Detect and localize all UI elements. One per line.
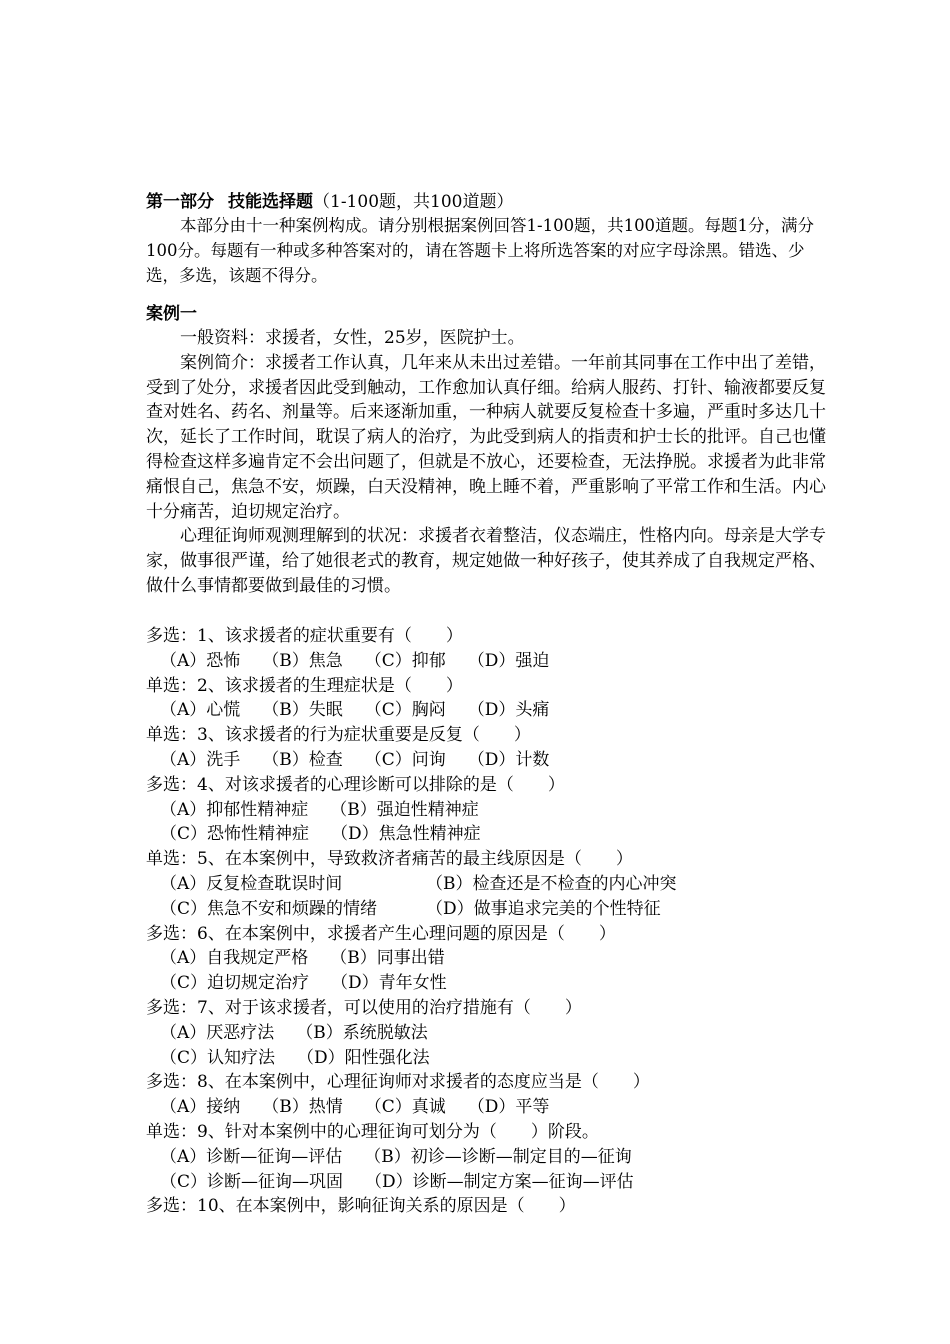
option-row [146, 748, 826, 773]
part-title: 技能选择题 [228, 192, 313, 212]
answer-option: （B）系统脱敏法 [296, 1022, 428, 1043]
option-row [146, 872, 826, 897]
answer-option: （D）强迫 [467, 650, 550, 671]
answer-option: （D）头痛 [467, 700, 550, 721]
answer-option: （B）检查还是不检查的内心冲突 [426, 873, 677, 894]
question-stem: 多选：7、对于该求援者，可以使用的治疗措施有（ ） [146, 997, 582, 1018]
question-stem: 单选：5、在本案例中，导致救济者痛苦的最主线原因是（ ） [146, 849, 633, 870]
option-row [146, 1046, 826, 1071]
option-row [146, 1095, 826, 1120]
answer-option: （D）做事追求完美的个性特征 [426, 898, 661, 919]
option-row [146, 649, 826, 674]
question-stem: 单选：9、针对本案例中的心理征询可划分为（ ）阶段。 [146, 1121, 599, 1142]
answer-option: （B）失眠 [262, 700, 343, 721]
answer-option: （B）同事出错 [330, 948, 445, 969]
answer-option: （A）诊断—征询—评估 [160, 1146, 343, 1167]
answer-option: （C）焦急不安和烦躁的情绪 [160, 898, 378, 919]
answer-option: （C）胸闷 [364, 700, 446, 721]
answer-option: （C）恐怖性精神症 [160, 824, 310, 845]
question-list [146, 624, 826, 1219]
option-row [146, 822, 826, 847]
question-stem: 多选：1、该求援者的症状重要有（ ） [146, 626, 463, 646]
answer-option: （D）诊断—制定方案—征询—评估 [365, 1171, 634, 1192]
answer-option: （D）阳性强化法 [297, 1047, 430, 1068]
answer-option: （B）检查 [262, 749, 343, 770]
answer-option: （A）厌恶疗法 [160, 1022, 275, 1043]
case-general-info: 一般资料：求援者，女性，25岁，医院护士。 [180, 328, 525, 348]
option-row [146, 798, 826, 823]
case-observation: 心理征询师观测理解到的状况：求援者衣着整洁，仪态端庄，性格内向。母亲是大学专家，做事很严谨，给了她很老式的教育，规定她做一种好孩子，使其养成了自我规定严格、做什么事情都要做到最佳的习惯。 [146, 526, 826, 596]
answer-option: （D）青年女性 [331, 973, 447, 994]
answer-option: （A）抑郁性精神症 [160, 799, 309, 820]
answer-option: （A）反复检查耽误时间 [160, 873, 343, 894]
question-stem: 多选：8、在本案例中，心理征询师对求援者的态度应当是（ ） [146, 1072, 650, 1093]
answer-option: （A）接纳 [160, 1097, 241, 1118]
answer-option: （A）心慌 [160, 700, 241, 721]
answer-option: （D）计数 [467, 749, 550, 770]
answer-option: （A）恐怖 [160, 650, 241, 671]
question-stem: 单选：2、该求援者的生理症状是（ ） [146, 675, 463, 696]
answer-option: （D）焦急性精神症 [331, 824, 481, 845]
option-row [146, 971, 826, 996]
answer-option: （B）焦急 [262, 650, 343, 671]
answer-option: （C）认知疗法 [160, 1047, 276, 1068]
question-stem: 多选：10、在本案例中，影响征询关系的原因是（ ） [146, 1196, 576, 1217]
answer-option: （B）热情 [262, 1097, 343, 1118]
option-row [146, 946, 826, 971]
option-row [146, 698, 826, 723]
question-stem: 多选：4、对该求援者的心理诊断可以排除的是（ ） [146, 774, 565, 795]
question-stem: 单选：3、该求援者的行为症状重要是反复（ ） [146, 725, 531, 746]
answer-option: （A）洗手 [160, 749, 241, 770]
answer-option: （B）强迫性精神症 [330, 799, 479, 820]
section-heading [146, 190, 826, 215]
answer-option: （C）迫切规定治疗 [160, 973, 310, 994]
answer-option: （B）初诊—诊断—制定目的—征询 [364, 1146, 632, 1167]
case-summary: 案例简介：求援者工作认真，几年来从未出过差错。一年前其同事在工作中出了差错，受到了处分，求援者因此受到触动，工作愈加认真仔细。给病人服药、打针、输液都要反复查对姓名、药名、剂量等。后来逐渐加重，一种病人就要反复检查十多遍，严重时多达几十次，延长了工作时间，耽误了病人的治疗，为此受到病人的指责和护士长的批评。自己也懂得检查这样多遍肯定不会出问题了，但就是不放心，还要检查，无法挣脱。求援者为此非常痛恨自己，焦急不安，烦躁，白天没精神，晚上睡不着，严重影响了平常工作和生活。内心十分痛苦，迫切规定治疗。 [146, 352, 826, 522]
case-body [146, 326, 826, 599]
part-range: （1-100题，共100道题） [313, 192, 514, 212]
option-row [146, 1145, 826, 1170]
section-intro: 本部分由十一种案例构成。请分别根据案例回答1-100题，共100道题。每题1分，满分100分。每题有一种或多种答案对的，请在答题卡上将所选答案的对应字母涂黑。错选、少选，多选，该题不得分。 [146, 216, 815, 285]
case-title: 案例一 [146, 304, 197, 324]
part-label: 第一部分 [146, 192, 214, 212]
option-row [146, 1021, 826, 1046]
answer-option: （D）平等 [467, 1097, 550, 1118]
option-row [146, 897, 826, 922]
answer-option: （C）诊断—征询—巩固 [160, 1171, 344, 1192]
answer-option: （C）问询 [364, 749, 446, 770]
answer-option: （C）真诚 [364, 1097, 446, 1118]
option-row [146, 1170, 826, 1195]
answer-option: （C）抑郁 [364, 650, 446, 671]
answer-option: （A）自我规定严格 [160, 948, 309, 969]
question-stem: 多选：6、在本案例中，求援者产生心理问题的原因是（ ） [146, 923, 616, 944]
